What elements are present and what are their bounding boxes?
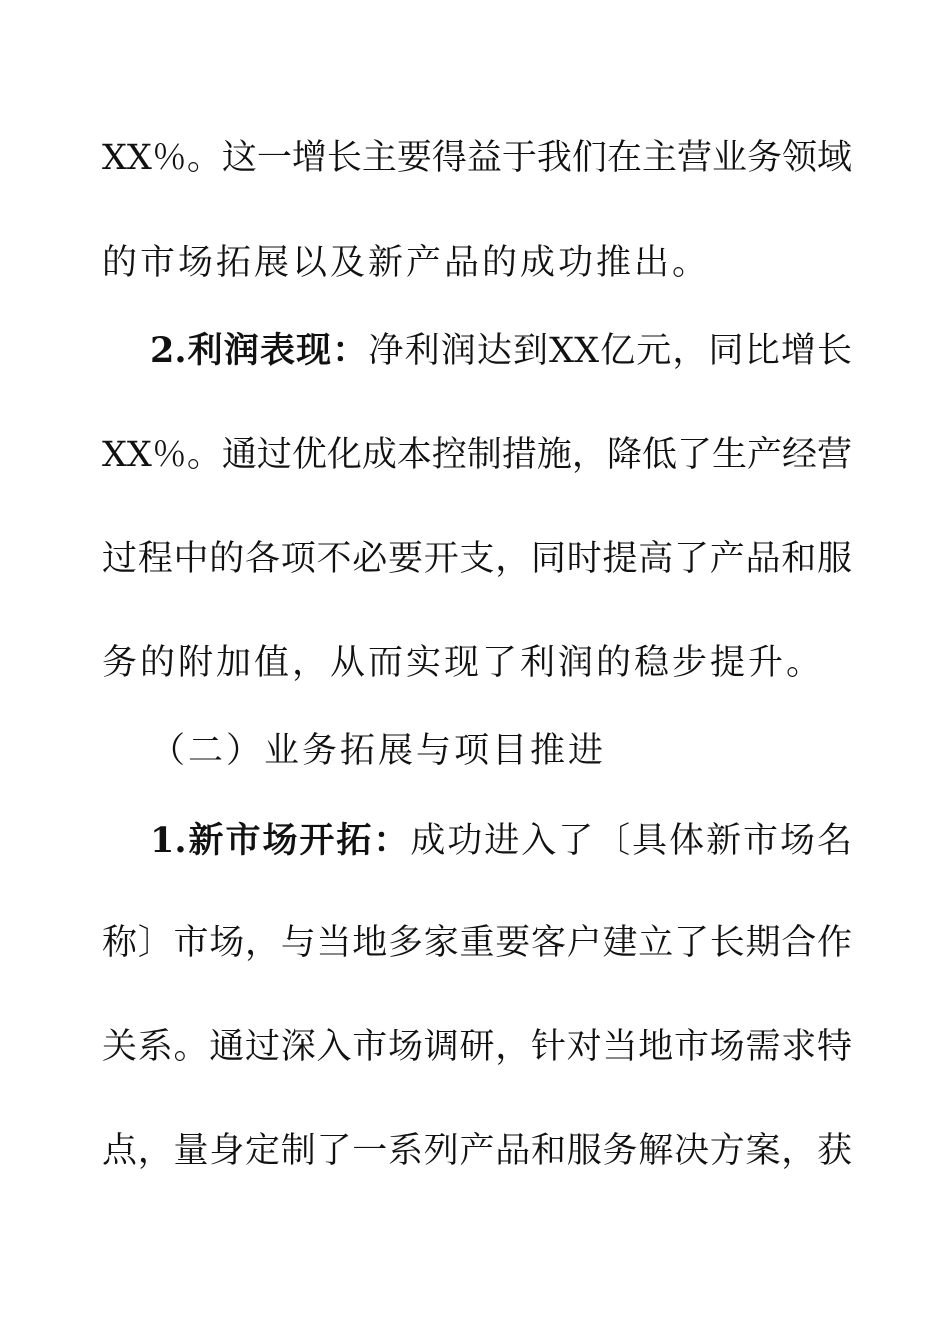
paragraph-line-2: 的市场拓展以及新产品的成功推出。 <box>102 243 711 283</box>
new-market-first-line-text: 成功进入了〔具体新市场名 <box>410 821 852 861</box>
paragraph-line-1: XX％。这一增长主要得益于我们在主营业务领域 <box>102 138 852 178</box>
profit-heading: 2.利润表现： <box>150 330 369 371</box>
new-market-line-4: 点，量身定制了一系列产品和服务解决方案，获 <box>102 1131 852 1171</box>
new-market-paragraph-first-line <box>150 818 852 864</box>
section-heading: （二）业务拓展与项目推进 <box>150 731 607 771</box>
profit-line-4: 务的附加值，从而实现了利润的稳步提升。 <box>102 643 825 683</box>
profit-line-3: 过程中的各项不必要开支，同时提高了产品和服 <box>102 539 852 579</box>
new-market-heading: 1.新市场开拓： <box>150 820 411 861</box>
new-market-line-3: 关系。通过深入市场调研，针对当地市场需求特 <box>102 1027 852 1067</box>
profit-line-2: XX％。通过优化成本控制措施，降低了生产经营 <box>102 435 852 475</box>
new-market-line-2: 称〕市场，与当地多家重要客户建立了长期合作 <box>102 923 852 963</box>
profit-paragraph-first-line <box>150 328 852 374</box>
profit-first-line-text: 净利润达到XX亿元，同比增长 <box>368 331 852 371</box>
